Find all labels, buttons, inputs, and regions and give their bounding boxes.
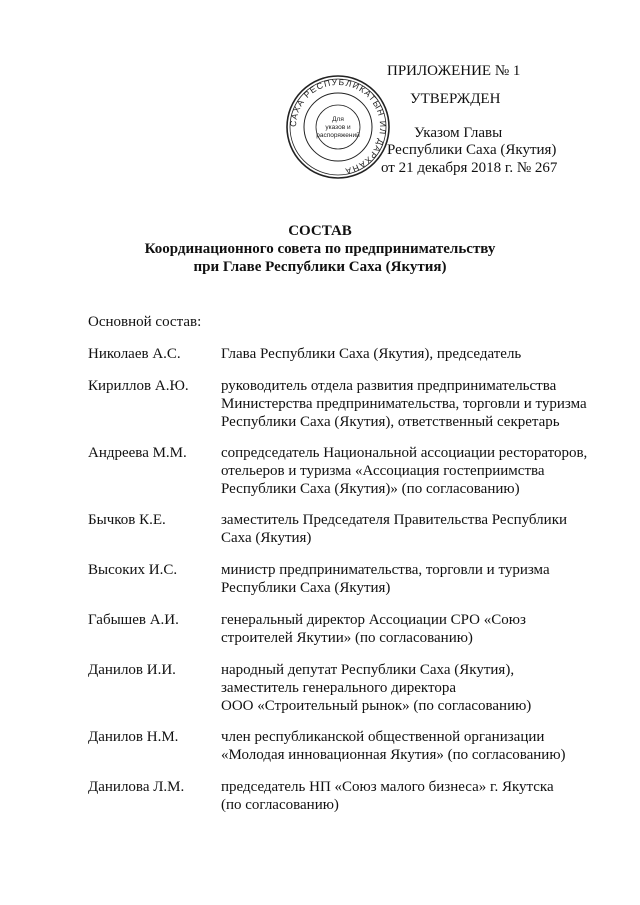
member-position <box>221 611 590 647</box>
position-line: «Молодая инновационная Якутия» (по согласованию) <box>221 747 566 763</box>
member-name: Габышев А.И. <box>88 612 179 628</box>
member-position <box>221 345 590 363</box>
position-line: отельеров и туризма «Ассоциация гостеприимства <box>221 463 545 479</box>
member-name: Данилова Л.М. <box>88 779 185 795</box>
position-line: (по согласованию) <box>221 797 339 813</box>
position-line: сопредседатель Национальной ассоциации рестораторов, <box>221 445 588 461</box>
member-position <box>221 561 590 597</box>
position-line: Республики Саха (Якутия) <box>221 580 391 596</box>
member-position <box>221 511 590 547</box>
appendix-number: ПРИЛОЖЕНИЕ № 1 <box>387 63 521 79</box>
member-name: Андреева М.М. <box>88 445 187 461</box>
member-name: Данилов И.И. <box>88 662 176 678</box>
position-line: Республики Саха (Якутия), ответственный секретарь <box>221 414 560 430</box>
member-name: Николаев А.С. <box>88 346 181 362</box>
title-line-2: Координационного совета по предпринимательству <box>144 241 496 257</box>
decree-line-1: Указом Главы <box>414 125 503 141</box>
position-line: заместитель Председателя Правительства Республики <box>221 512 568 528</box>
member-name: Данилов Н.М. <box>88 729 179 745</box>
decree-line-3: от 21 декабря 2018 г. № 267 <box>381 160 558 176</box>
decree-line-2: Республики Саха (Якутия) <box>387 142 557 158</box>
position-line: Министерства предпринимательства, торговли и туризма <box>221 396 587 412</box>
stamp-inner-line-3: распоряжений <box>316 132 360 139</box>
stamp-inner-line-1: Для <box>332 116 344 123</box>
member-position <box>221 728 590 764</box>
member-position <box>221 661 590 715</box>
document-title <box>120 222 520 276</box>
member-position <box>221 377 590 431</box>
position-line: Республики Саха (Якутия)» (по согласованию) <box>221 481 520 497</box>
position-line: народный депутат Республики Саха (Якутия), <box>221 662 515 678</box>
title-line-1: СОСТАВ <box>288 223 352 239</box>
title-line-3: при Главе Республики Саха (Якутия) <box>193 259 447 275</box>
position-line: генеральный директор Ассоциации СРО «Союз <box>221 612 526 628</box>
member-position <box>221 444 590 498</box>
stamp-outer-text: САХА РЕСПУБЛИКАТЫН ИЛ ДАРХАНА <box>287 76 389 177</box>
position-line: заместитель генерального директора <box>221 680 457 696</box>
section-label: Основной состав: <box>88 314 202 330</box>
stamp-inner-line-2: указов и <box>325 124 351 131</box>
position-line: Глава Республики Саха (Якутия), председатель <box>221 346 522 362</box>
position-line: председатель НП «Союз малого бизнеса» г. Якутска <box>221 779 554 795</box>
position-line: строителей Якутии» (по согласованию) <box>221 630 473 646</box>
approved-label: УТВЕРЖДЕН <box>410 91 501 107</box>
member-name: Бычков К.Е. <box>88 512 166 528</box>
position-line: Саха (Якутия) <box>221 530 312 546</box>
position-line: министр предпринимательства, торговли и туризма <box>221 562 550 578</box>
member-position <box>221 778 590 814</box>
member-name: Высоких И.С. <box>88 562 178 578</box>
position-line: ООО «Строительный рынок» (по согласованию) <box>221 698 532 714</box>
position-line: руководитель отдела развития предпринимательства <box>221 378 557 394</box>
position-line: член республиканской общественной организации <box>221 729 545 745</box>
member-name: Кириллов А.Ю. <box>88 378 189 394</box>
official-stamp <box>285 74 391 180</box>
